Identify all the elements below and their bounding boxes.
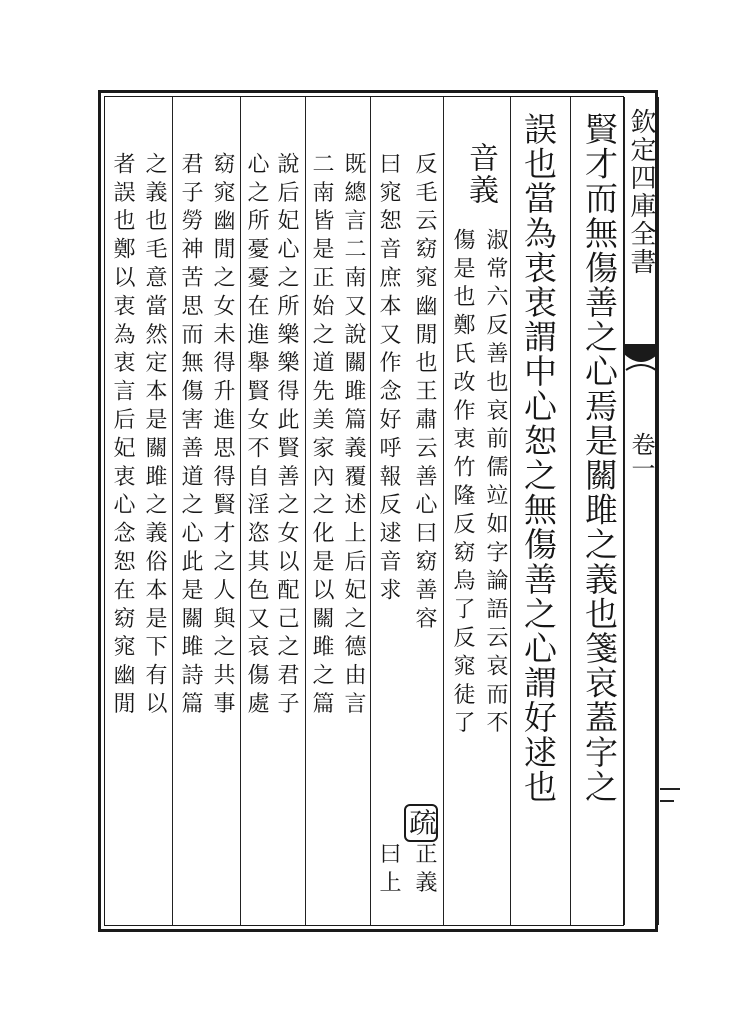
commentary-column: 者誤也鄭以衷為衷言后妃衷心念恕在窈窕幽閒 — [110, 152, 135, 720]
main-text-column: 賢才而無傷善之心焉是關雎之義也箋哀蓋字之 — [580, 112, 619, 804]
annotation-subcolumn-tail: 正義 — [412, 842, 437, 899]
volume-label: 卷一 — [627, 432, 655, 480]
edge-mark — [660, 788, 680, 790]
column-rule — [305, 97, 306, 925]
column-rule — [240, 97, 241, 925]
annotation-subcolumn-tail: 曰上 — [376, 842, 401, 899]
commentary-column: 說后妃心之所樂樂得此賢善之女以配己之君子 — [274, 152, 299, 720]
column-rule — [443, 97, 444, 925]
annotation-subcolumn: 反毛云窈窕幽閒也王肅云善心曰窈善容 — [412, 152, 437, 635]
annotation-subcolumn: 淑常六反善也哀前儒竝如字論語云哀而不 — [483, 228, 508, 740]
fish-tail-ornament — [624, 340, 658, 380]
shu-marker — [380, 800, 438, 846]
commentary-column: 之義也毛意當然定本是關雎之義俗本是下有以 — [142, 152, 167, 720]
shu-box: 疏 — [404, 804, 438, 842]
commentary-column: 心之所憂憂在進舉賢女不自淫恣其色又哀傷處 — [244, 152, 269, 720]
book-title: 欽定四庫全書 — [626, 108, 656, 276]
column-rule — [510, 97, 511, 925]
annotation-subcolumn: 曰窕恕音庶本又作念好呼報反逑音求 — [376, 152, 401, 607]
yinyi-marker: 音義 — [463, 142, 498, 206]
edge-mark — [660, 800, 674, 802]
column-rule — [370, 97, 371, 925]
annotation-subcolumn: 傷是也鄭氏改作衷竹隆反窈烏了反窕徒了 — [450, 228, 475, 740]
commentary-column: 既總言二南又說關雎篇義覆述上后妃之德由言 — [341, 152, 366, 720]
main-text-column: 誤也當為衷衷謂中心恕之無傷善之心謂好逑也 — [519, 112, 558, 804]
column-rule — [172, 97, 173, 925]
header-strip-edge — [658, 97, 659, 925]
commentary-column: 窈窕幽閒之女未得升進思得賢才之人與之共事 — [210, 152, 235, 720]
commentary-column: 二南皆是正始之道先美家內之化是以關雎之篇 — [309, 152, 334, 720]
commentary-column: 君子勞神苦思而無傷害善道之心此是關雎詩篇 — [178, 152, 203, 720]
column-rule — [570, 97, 571, 925]
